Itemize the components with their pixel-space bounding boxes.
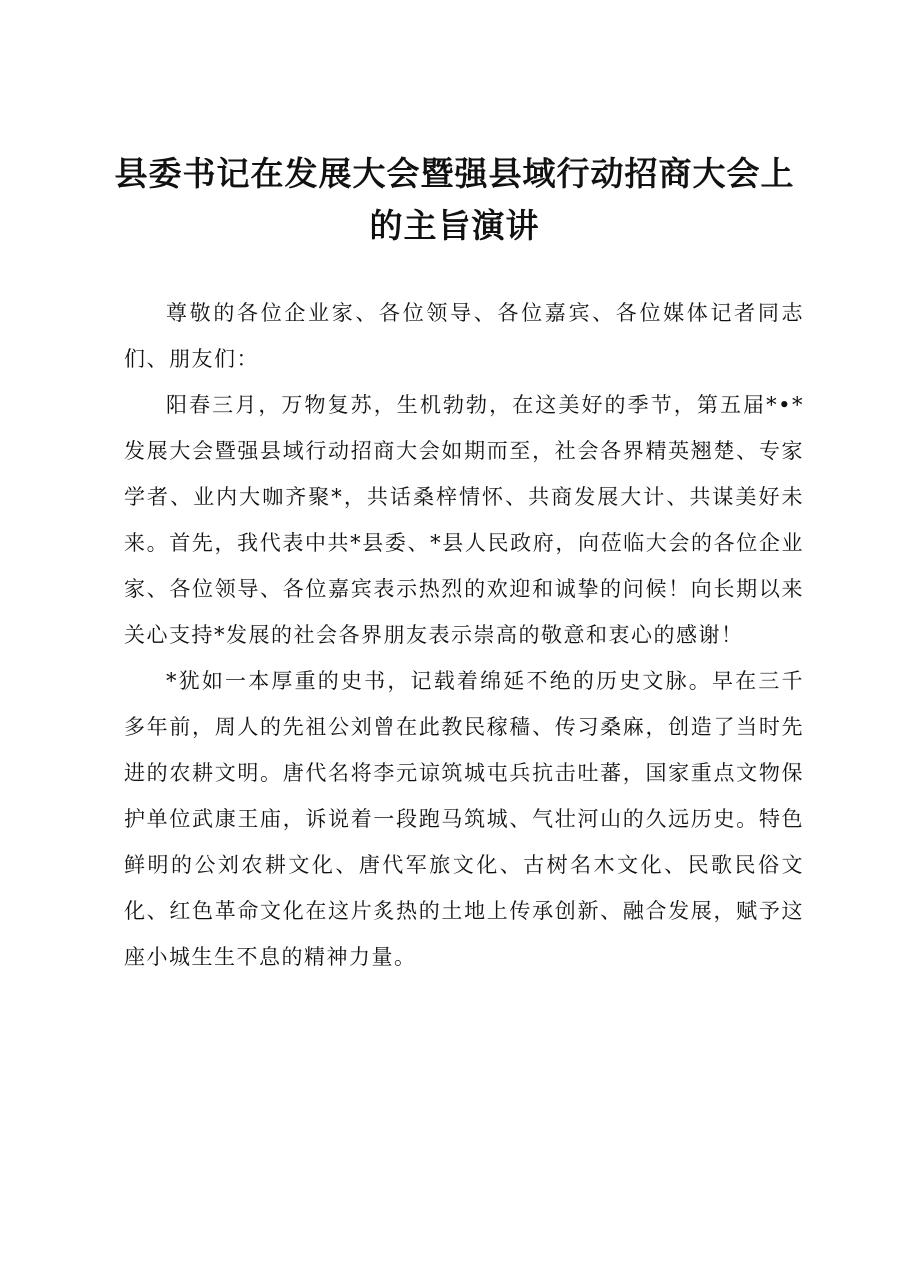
paragraph-opening: 阳春三月，万物复苏，生机勃勃，在这美好的季节，第五届*•*发展大会暨强县域行动招商大会如期而至，社会各界精英翘楚、专家学者、业内大咖齐聚*，共话桑梓情怀、共商发展大计、共谋美好未来。首先，我代表中共*县委、*县人民政府，向莅临大会的各位企业家、各位领导、各位嘉宾表示热烈的欢迎和诚挚的问候！向长期以来关心支持*发展的社会各界朋友表示崇高的敬意和衷心的感谢！ xyxy=(124,393,804,647)
title-line-2: 的主旨演讲 xyxy=(369,206,540,245)
paragraph-greeting: 尊敬的各位企业家、各位领导、各位嘉宾、各位媒体记者同志们、朋友们： xyxy=(124,301,804,371)
paragraph-history: *犹如一本厚重的史书，记载着绵延不绝的历史文脉。早在三千多年前，周人的先祖公刘曾在此教民稼穑、传习桑麻，创造了当时先进的农耕文明。唐代名将李元谅筑城屯兵抗击吐蕃，国家重点文物保护单位武康王庙，诉说着一段跑马筑城、气壮河山的久远历史。特色鲜明的公刘农耕文化、唐代军旅文化、古树名木文化、民歌民俗文化、红色革命文化在这片炙热的土地上传承创新、融合发展，赋予这座小城生生不息的精神力量。 xyxy=(124,669,804,969)
document-body xyxy=(124,290,804,980)
document-title xyxy=(100,148,809,252)
title-line-1: 县委书记在发展大会暨强县域行动招商大会上 xyxy=(114,154,795,193)
